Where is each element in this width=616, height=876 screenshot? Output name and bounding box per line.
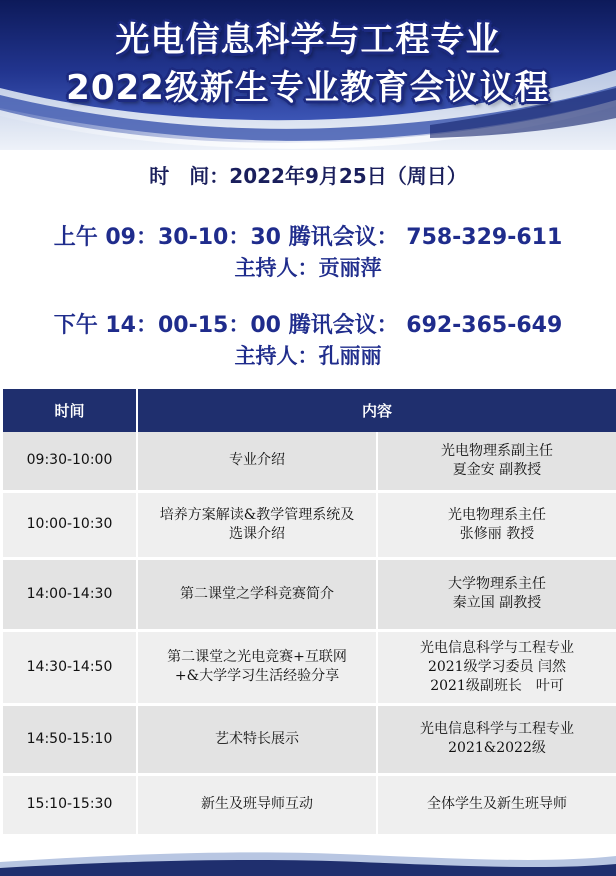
row-time: 14:30-14:50 <box>3 630 137 704</box>
row-content <box>137 704 377 774</box>
speaker-line: 2021级学习委员 闫然 <box>427 658 567 675</box>
meeting-date: 时 间：2022年9月25日（周日） <box>149 164 467 188</box>
speaker-line: 2021级副班长 叶可 <box>430 677 564 694</box>
row-content <box>137 432 377 491</box>
speaker-line: 光电物理系副主任 <box>441 442 553 459</box>
row-speaker <box>377 558 616 630</box>
table-row <box>3 558 616 630</box>
row-time: 10:00-10:30 <box>3 491 137 558</box>
column-header-content: 内容 <box>137 389 616 432</box>
row-speaker <box>377 432 616 491</box>
afternoon-session: 下午 14：00-15：00 腾讯会议： 692-365-649 <box>53 313 563 338</box>
speaker-line: 大学物理系主任 <box>448 576 546 592</box>
row-time: 14:00-14:30 <box>3 558 137 630</box>
content-line: 第二课堂之学科竞赛简介 <box>180 585 334 602</box>
speaker-line: 夏金安 副教授 <box>452 461 542 478</box>
speaker-line: 全体学生及新生班导师 <box>427 796 567 812</box>
morning-session: 上午 09：30-10：30 腾讯会议： 758-329-611 <box>53 225 563 250</box>
speaker-line: 光电信息科学与工程专业 <box>420 721 574 737</box>
column-header-time: 时间 <box>3 389 137 432</box>
speaker-line: 光电物理系主任 <box>448 506 546 523</box>
content-line: 培养方案解读&教学管理系统及 <box>159 506 355 523</box>
speaker-line: 张修丽 教授 <box>459 525 535 542</box>
agenda-table <box>3 389 616 837</box>
row-time: 15:10-15:30 <box>3 774 137 835</box>
row-content <box>137 630 377 704</box>
page-title-line-1: 光电信息科学与工程专业 <box>115 20 501 60</box>
header-banner <box>0 0 616 150</box>
row-content <box>137 491 377 558</box>
morning-host: 主持人：贡丽萍 <box>234 256 382 280</box>
table-row <box>3 491 616 558</box>
content-line: 新生及班导师互动 <box>201 796 313 812</box>
table-row <box>3 704 616 774</box>
speaker-line: 秦立国 副教授 <box>452 595 542 611</box>
speaker-line: 光电信息科学与工程专业 <box>420 639 574 656</box>
footer-wave <box>0 846 616 876</box>
content-line: 专业介绍 <box>229 452 285 469</box>
row-speaker <box>377 630 616 704</box>
row-content <box>137 558 377 630</box>
row-speaker <box>377 704 616 774</box>
table-header-row <box>3 389 616 432</box>
content-line: 第二课堂之光电竞赛+互联网 <box>167 649 347 665</box>
row-speaker <box>377 774 616 835</box>
table-row <box>3 630 616 704</box>
content-line: 艺术特长展示 <box>215 730 299 747</box>
page-title-line-2: 2022级新生专业教育会议议程 <box>66 68 550 108</box>
afternoon-host: 主持人：孔丽丽 <box>234 344 382 368</box>
row-time: 09:30-10:00 <box>3 432 137 491</box>
row-content <box>137 774 377 835</box>
content-line: +&大学学习生活经验分享 <box>174 668 340 684</box>
table-row <box>3 432 616 491</box>
speaker-line: 2021&2022级 <box>448 740 546 756</box>
row-speaker <box>377 491 616 558</box>
content-line: 选课介绍 <box>229 525 285 542</box>
row-time: 14:50-15:10 <box>3 704 137 774</box>
table-row <box>3 774 616 835</box>
